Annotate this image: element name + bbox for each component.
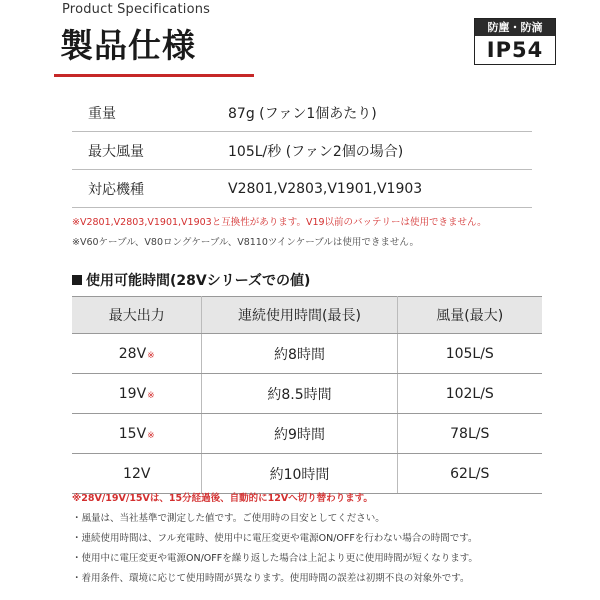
time-cell: 約9時間	[202, 414, 397, 454]
col-header-output: 最大出力	[72, 297, 202, 334]
col-header-airflow: 風量(最大)	[397, 297, 542, 334]
spec-value: V2801,V2803,V1901,V1903	[228, 170, 532, 208]
title-underline	[54, 74, 254, 77]
table-row	[72, 334, 542, 374]
spec-value: 105L/秒 (ファン2個の場合)	[228, 132, 532, 170]
usage-section-label: 使用可能時間(28Vシリーズでの値)	[86, 273, 311, 289]
compat-note: ※V2801,V2803,V1901,V1903と互換性があります。V19以前のバッテリーは使用できません。	[72, 217, 487, 228]
output-cell	[72, 374, 202, 414]
spec-row-weight	[72, 94, 532, 132]
page-subtitle: Product Specifications	[62, 2, 211, 17]
airflow-cell: 105L/S	[397, 334, 542, 374]
badge-label: 防塵・防滴	[475, 19, 555, 36]
airflow-cell: 62L/S	[397, 454, 542, 494]
note-mark: ※	[147, 430, 155, 441]
spec-key: 重量	[72, 94, 228, 132]
table-row	[72, 414, 542, 454]
time-cell: 約8.5時間	[202, 374, 397, 414]
spec-key: 対応機種	[72, 170, 228, 208]
ip-rating-badge	[474, 18, 556, 65]
note-mark: ※	[147, 390, 155, 401]
col-header-time: 連続使用時間(最長)	[202, 297, 397, 334]
table-row	[72, 454, 542, 494]
note-mark: ※	[147, 350, 155, 361]
footnote-item: ・連続使用時間は、フル充電時、使用中に電圧変更や電源ON/OFFを行わない場合の時間です。	[72, 533, 478, 544]
page-title: 製品仕様	[60, 26, 196, 65]
output-value: 15V	[118, 425, 147, 442]
usage-header-row	[72, 297, 542, 334]
output-cell	[72, 414, 202, 454]
footnote-item: ・風量は、当社基準で測定した値です。ご使用時の目安としてください。	[72, 513, 385, 524]
voltage-switch-note: ※28V/19V/15Vは、15分経過後、自動的に12Vへ切り替わります。	[72, 493, 373, 504]
footnote-item: ・使用中に電圧変更や電源ON/OFFを繰り返した場合は上記より更に使用時間が短くなります。	[72, 553, 478, 564]
badge-rating: IP54	[486, 38, 544, 62]
table-row	[72, 374, 542, 414]
output-value: 12V	[123, 465, 151, 482]
time-cell: 約10時間	[202, 454, 397, 494]
usage-section-title	[72, 270, 310, 290]
airflow-cell: 102L/S	[397, 374, 542, 414]
spec-value: 87g (ファン1個あたり)	[228, 94, 532, 132]
spec-row-airflow	[72, 132, 532, 170]
spec-key: 最大風量	[72, 132, 228, 170]
spec-table	[72, 94, 532, 208]
footnote-item: ・着用条件、環境に応じて使用時間が異なります。使用時間の誤差は初期不良の対象外です。	[72, 573, 470, 584]
output-cell	[72, 334, 202, 374]
cable-note: ※V60ケーブル、V80ロングケーブル、V8110ツインケーブルは使用できません。	[72, 237, 419, 248]
spec-row-models	[72, 170, 532, 208]
time-cell: 約8時間	[202, 334, 397, 374]
output-value: 28V	[118, 345, 147, 362]
output-cell	[72, 454, 202, 494]
square-bullet-icon	[72, 275, 82, 285]
airflow-cell: 78L/S	[397, 414, 542, 454]
output-value: 19V	[118, 385, 147, 402]
usage-table	[72, 296, 542, 494]
